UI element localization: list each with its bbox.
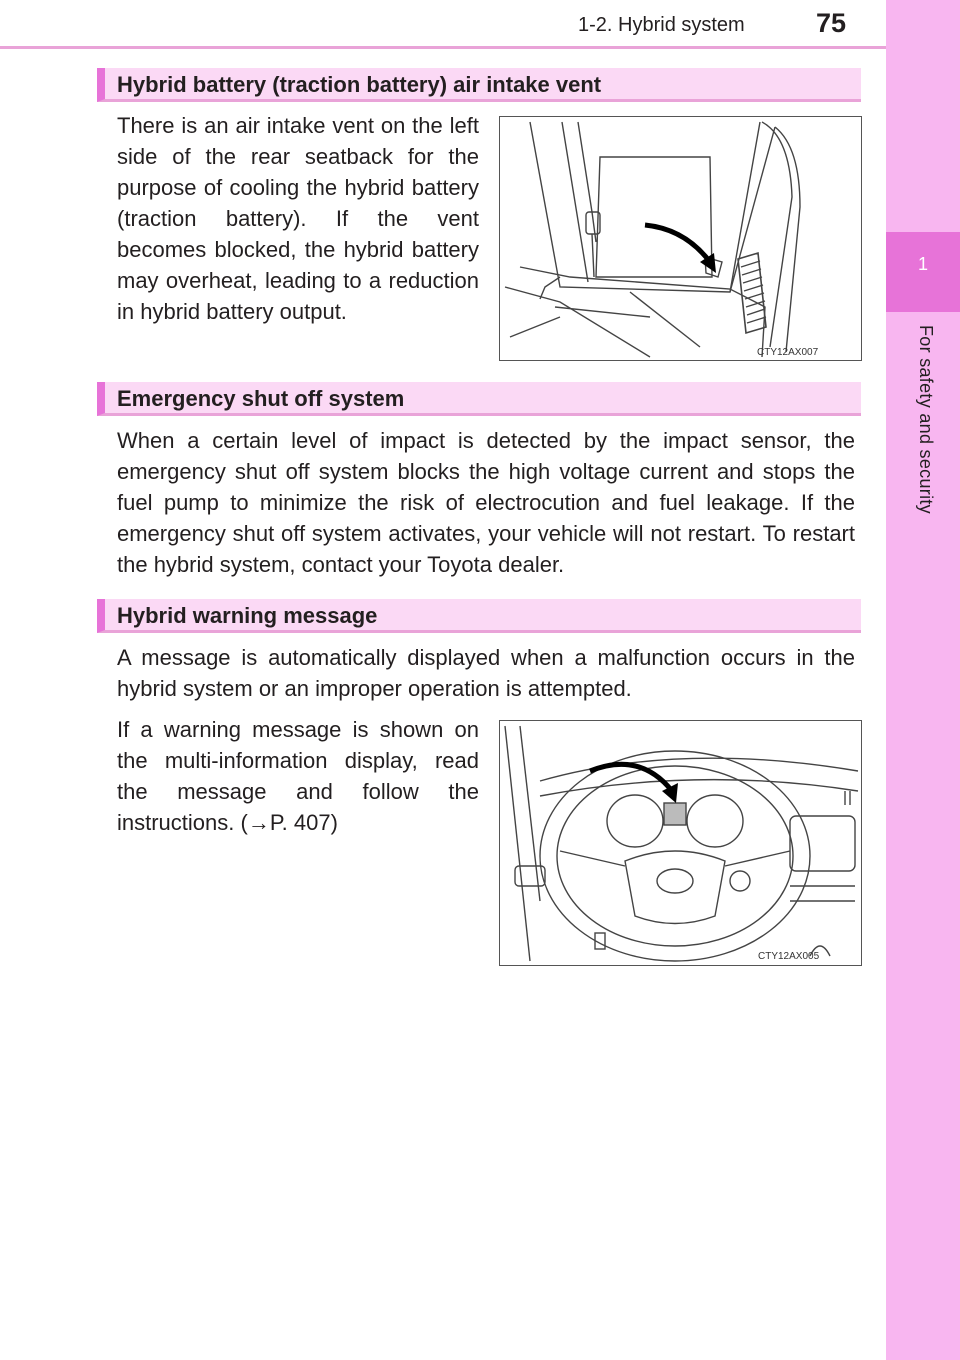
- chapter-title: For safety and security: [916, 325, 936, 514]
- running-header-section: 1-2. Hybrid system: [578, 14, 745, 36]
- paragraph-emergency-shut-off: When a certain level of impact is detected by the impact sensor, the emergency shut off system blocks the high voltage current and stops the fuel pump to minimize the risk of electrocution and fuel leakage. If the emergency shut off system activates, your vehicle will not restart. To restart the hybrid system, contact your Toyota dealer.: [117, 428, 855, 577]
- figure-rear-seat-air-vent: [499, 116, 862, 361]
- chapter-side-tab: [886, 0, 960, 1360]
- paragraph-warning-message-instructions: If a warning message is shown on the multi-information display, read the message and follow the instructions. (→P. 407): [117, 717, 479, 835]
- chapter-number-tab: [886, 232, 960, 312]
- paragraph-warning-message-intro: A message is automatically displayed when a malfunction occurs in the hybrid system or an improper operation is attempted.: [117, 645, 855, 701]
- figure-code-1: CTY12AX007: [757, 347, 819, 358]
- section-title-hybrid-warning-message: Hybrid warning message: [97, 599, 861, 633]
- header-rule: [0, 46, 886, 49]
- figure-code-2: CTY12AX005: [758, 951, 820, 962]
- section-title-air-intake-vent: Hybrid battery (traction battery) air intake vent: [97, 68, 861, 102]
- chapter-number: 1: [917, 254, 928, 274]
- page-number: 75: [816, 8, 847, 38]
- paragraph-air-intake-vent: There is an air intake vent on the left side of the rear seatback for the purpose of cooling the hybrid battery (traction battery). If the vent becomes blocked, the hybrid battery may overheat, leading to a reduction in hybrid battery output.: [117, 113, 479, 324]
- section-title-emergency-shut-off: Emergency shut off system: [97, 382, 861, 416]
- instrument-panel-illustration: [500, 721, 861, 965]
- figure-instrument-panel-display: [499, 720, 862, 966]
- rear-seat-illustration: [500, 117, 861, 360]
